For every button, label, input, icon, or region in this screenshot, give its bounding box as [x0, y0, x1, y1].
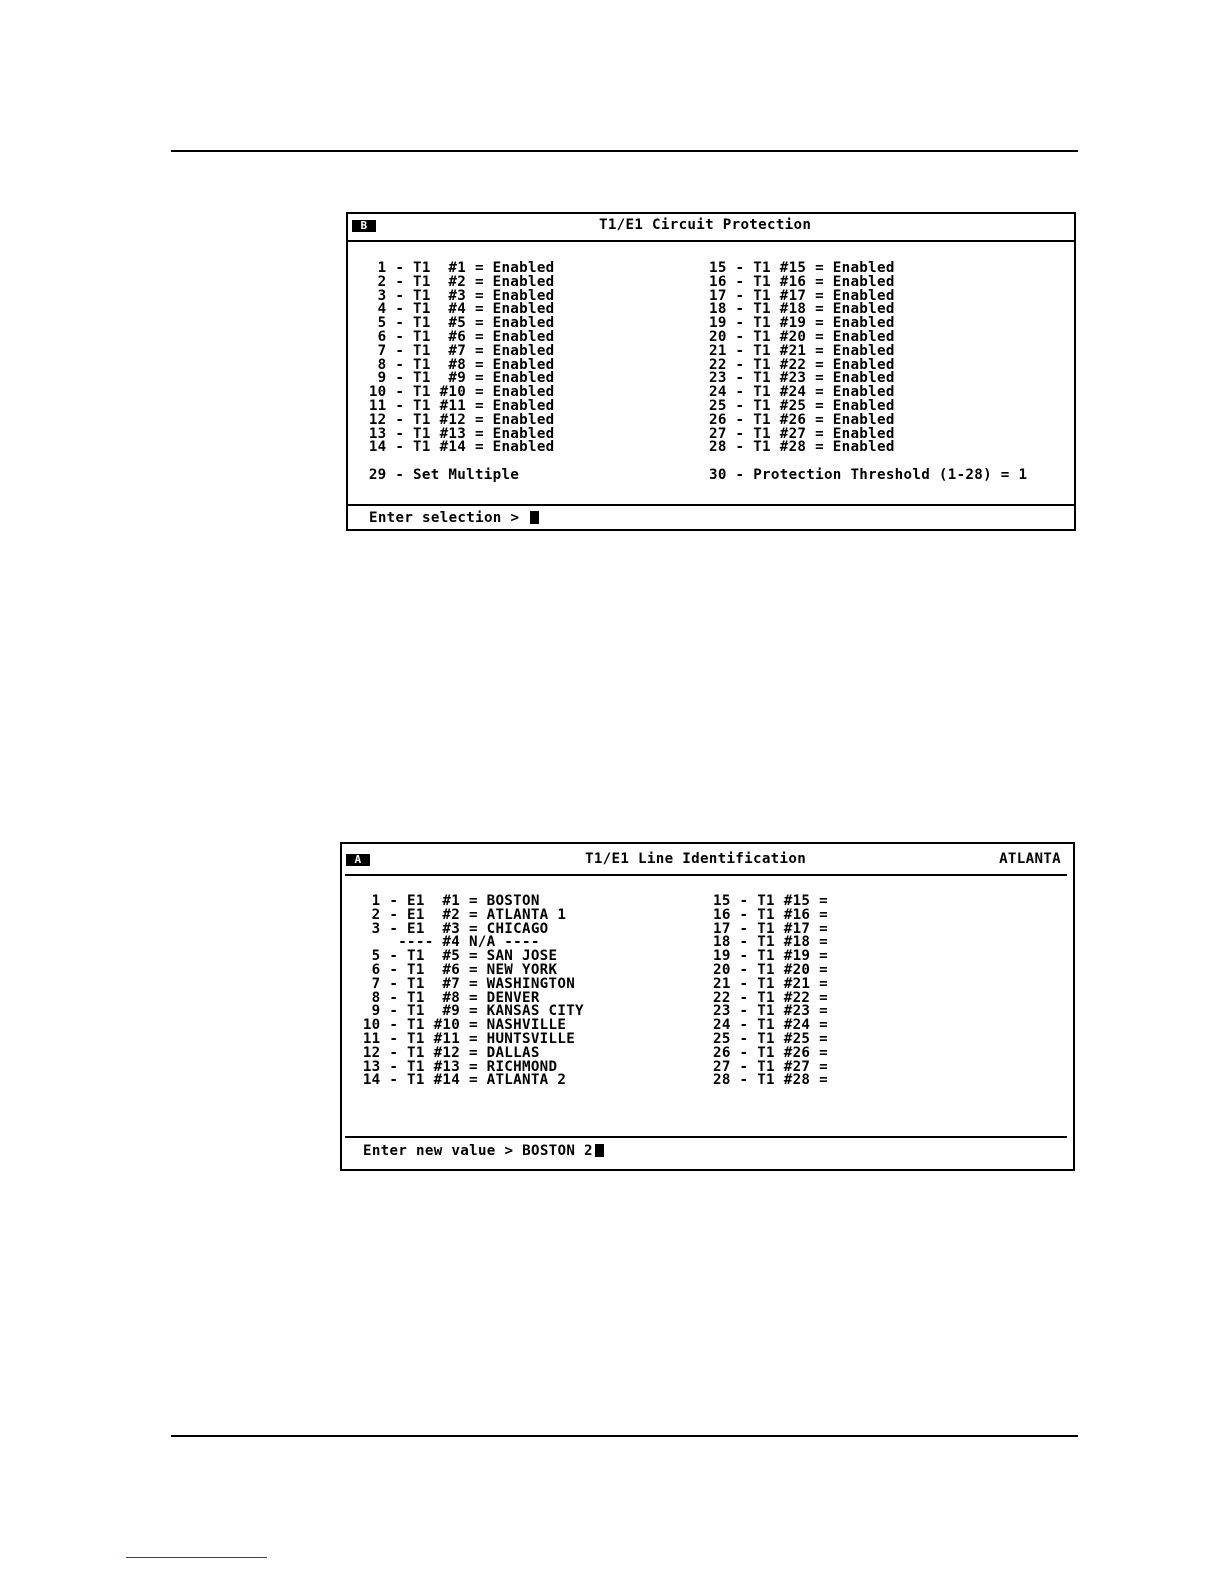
screen-header — [348, 214, 1074, 242]
menu-line: 22 - T1 #22 = Enabled — [709, 356, 895, 373]
menu-line: 21 - T1 #21 = — [713, 975, 828, 992]
menu-line: 2 - T1 #2 = Enabled — [360, 273, 555, 290]
menu-line: 16 - T1 #16 = — [713, 906, 828, 923]
menu-line: 1 - E1 #1 = BOSTON — [354, 893, 540, 909]
protection-threshold-option[interactable]: 30 - Protection Threshold (1-28) = 1 — [709, 467, 1028, 483]
menu-line: 3 - T1 #3 = Enabled — [360, 287, 555, 304]
menu-line: 19 - T1 #19 = Enabled — [709, 315, 895, 332]
menu-line: 20 - T1 #20 = Enabled — [709, 328, 895, 345]
footer-link-underline[interactable] — [126, 1557, 267, 1558]
menu-line: 5 - T1 #5 = SAN JOSE — [354, 948, 558, 965]
menu-line: 8 - T1 #8 = Enabled — [360, 356, 555, 373]
menu-line: 26 - T1 #26 = Enabled — [709, 411, 895, 428]
prompt-divider — [348, 504, 1074, 506]
menu-line: 10 - T1 #10 = NASHVILLE — [354, 1017, 567, 1034]
menu-line: 12 - T1 #12 = Enabled — [360, 411, 555, 428]
menu-line: 15 - T1 #15 = Enabled — [709, 260, 895, 276]
menu-right-column — [709, 262, 895, 455]
prompt-divider — [345, 1136, 1067, 1138]
menu-line: 11 - T1 #11 = HUNTSVILLE — [354, 1030, 576, 1047]
menu-line: 14 - T1 #14 = Enabled — [360, 439, 555, 456]
screen-id-badge: B — [352, 220, 376, 232]
menu-line: 28 - T1 #28 = — [713, 1072, 828, 1089]
menu-left-column — [360, 262, 555, 455]
top-rule — [171, 150, 1078, 152]
screen-id-badge: A — [346, 854, 370, 866]
line-identification-screen — [340, 842, 1075, 1171]
line-left-column — [354, 895, 584, 1088]
menu-line: 15 - T1 #15 = — [713, 893, 828, 909]
menu-line: 14 - T1 #14 = ATLANTA 2 — [354, 1072, 567, 1089]
site-name: ATLANTA — [999, 851, 1061, 867]
header-divider — [345, 874, 1067, 876]
menu-line: 25 - T1 #25 = — [713, 1030, 828, 1047]
screen-title: T1/E1 Circuit Protection — [599, 217, 812, 233]
menu-line: 17 - T1 #17 = Enabled — [709, 287, 895, 304]
menu-line: 7 - T1 #7 = Enabled — [360, 342, 555, 359]
menu-line: 22 - T1 #22 = — [713, 989, 828, 1006]
set-multiple-option[interactable]: 29 - Set Multiple — [360, 467, 520, 483]
menu-line: 20 - T1 #20 = — [713, 961, 828, 978]
text-cursor — [595, 1144, 604, 1157]
line-right-column — [713, 895, 828, 1088]
menu-line: 10 - T1 #10 = Enabled — [360, 384, 555, 401]
menu-line: 6 - T1 #6 = NEW YORK — [354, 961, 558, 978]
menu-line: 5 - T1 #5 = Enabled — [360, 315, 555, 332]
bottom-rule — [171, 1435, 1078, 1437]
menu-line: 23 - T1 #23 = Enabled — [709, 370, 895, 387]
menu-line: 16 - T1 #16 = Enabled — [709, 273, 895, 290]
menu-line: 2 - E1 #2 = ATLANTA 1 — [354, 906, 567, 923]
menu-line: 7 - T1 #7 = WASHINGTON — [354, 975, 576, 992]
value-prompt[interactable] — [363, 1144, 604, 1159]
menu-line: 24 - T1 #24 = — [713, 1017, 828, 1034]
prompt-label: Enter new value > — [363, 1143, 523, 1159]
screen-title: T1/E1 Line Identification — [585, 851, 807, 867]
menu-line: 9 - T1 #9 = Enabled — [360, 370, 555, 387]
menu-line: 1 - T1 #1 = Enabled — [360, 260, 555, 276]
text-cursor — [530, 511, 539, 524]
menu-line: 13 - T1 #13 = Enabled — [360, 425, 555, 442]
menu-line: 3 - E1 #3 = CHICAGO — [354, 920, 549, 937]
menu-line: 8 - T1 #8 = DENVER — [354, 989, 540, 1006]
menu-line: ---- #4 N/A ---- — [354, 934, 540, 951]
menu-line: 18 - T1 #18 = Enabled — [709, 301, 895, 318]
menu-line: 24 - T1 #24 = Enabled — [709, 384, 895, 401]
menu-line: 26 - T1 #26 = — [713, 1044, 828, 1061]
menu-line: 6 - T1 #6 = Enabled — [360, 328, 555, 345]
circuit-protection-screen — [346, 212, 1076, 531]
screen-header — [342, 844, 1073, 870]
prompt-label: Enter selection > — [369, 510, 529, 526]
menu-line: 27 - T1 #27 = Enabled — [709, 425, 895, 442]
menu-line: 11 - T1 #11 = Enabled — [360, 397, 555, 414]
menu-line: 9 - T1 #9 = KANSAS CITY — [354, 1003, 584, 1020]
menu-line: 19 - T1 #19 = — [713, 948, 828, 965]
menu-line: 25 - T1 #25 = Enabled — [709, 397, 895, 414]
menu-line: 21 - T1 #21 = Enabled — [709, 342, 895, 359]
menu-line: 17 - T1 #17 = — [713, 920, 828, 937]
selection-prompt[interactable] — [369, 511, 539, 526]
menu-line: 27 - T1 #27 = — [713, 1058, 828, 1075]
menu-line: 18 - T1 #18 = — [713, 934, 828, 951]
menu-line: 28 - T1 #28 = Enabled — [709, 439, 895, 456]
menu-line: 12 - T1 #12 = DALLAS — [354, 1044, 540, 1061]
new-value-input[interactable]: BOSTON 2 — [522, 1143, 593, 1159]
menu-line: 13 - T1 #13 = RICHMOND — [354, 1058, 558, 1075]
menu-line: 23 - T1 #23 = — [713, 1003, 828, 1020]
menu-line: 4 - T1 #4 = Enabled — [360, 301, 555, 318]
